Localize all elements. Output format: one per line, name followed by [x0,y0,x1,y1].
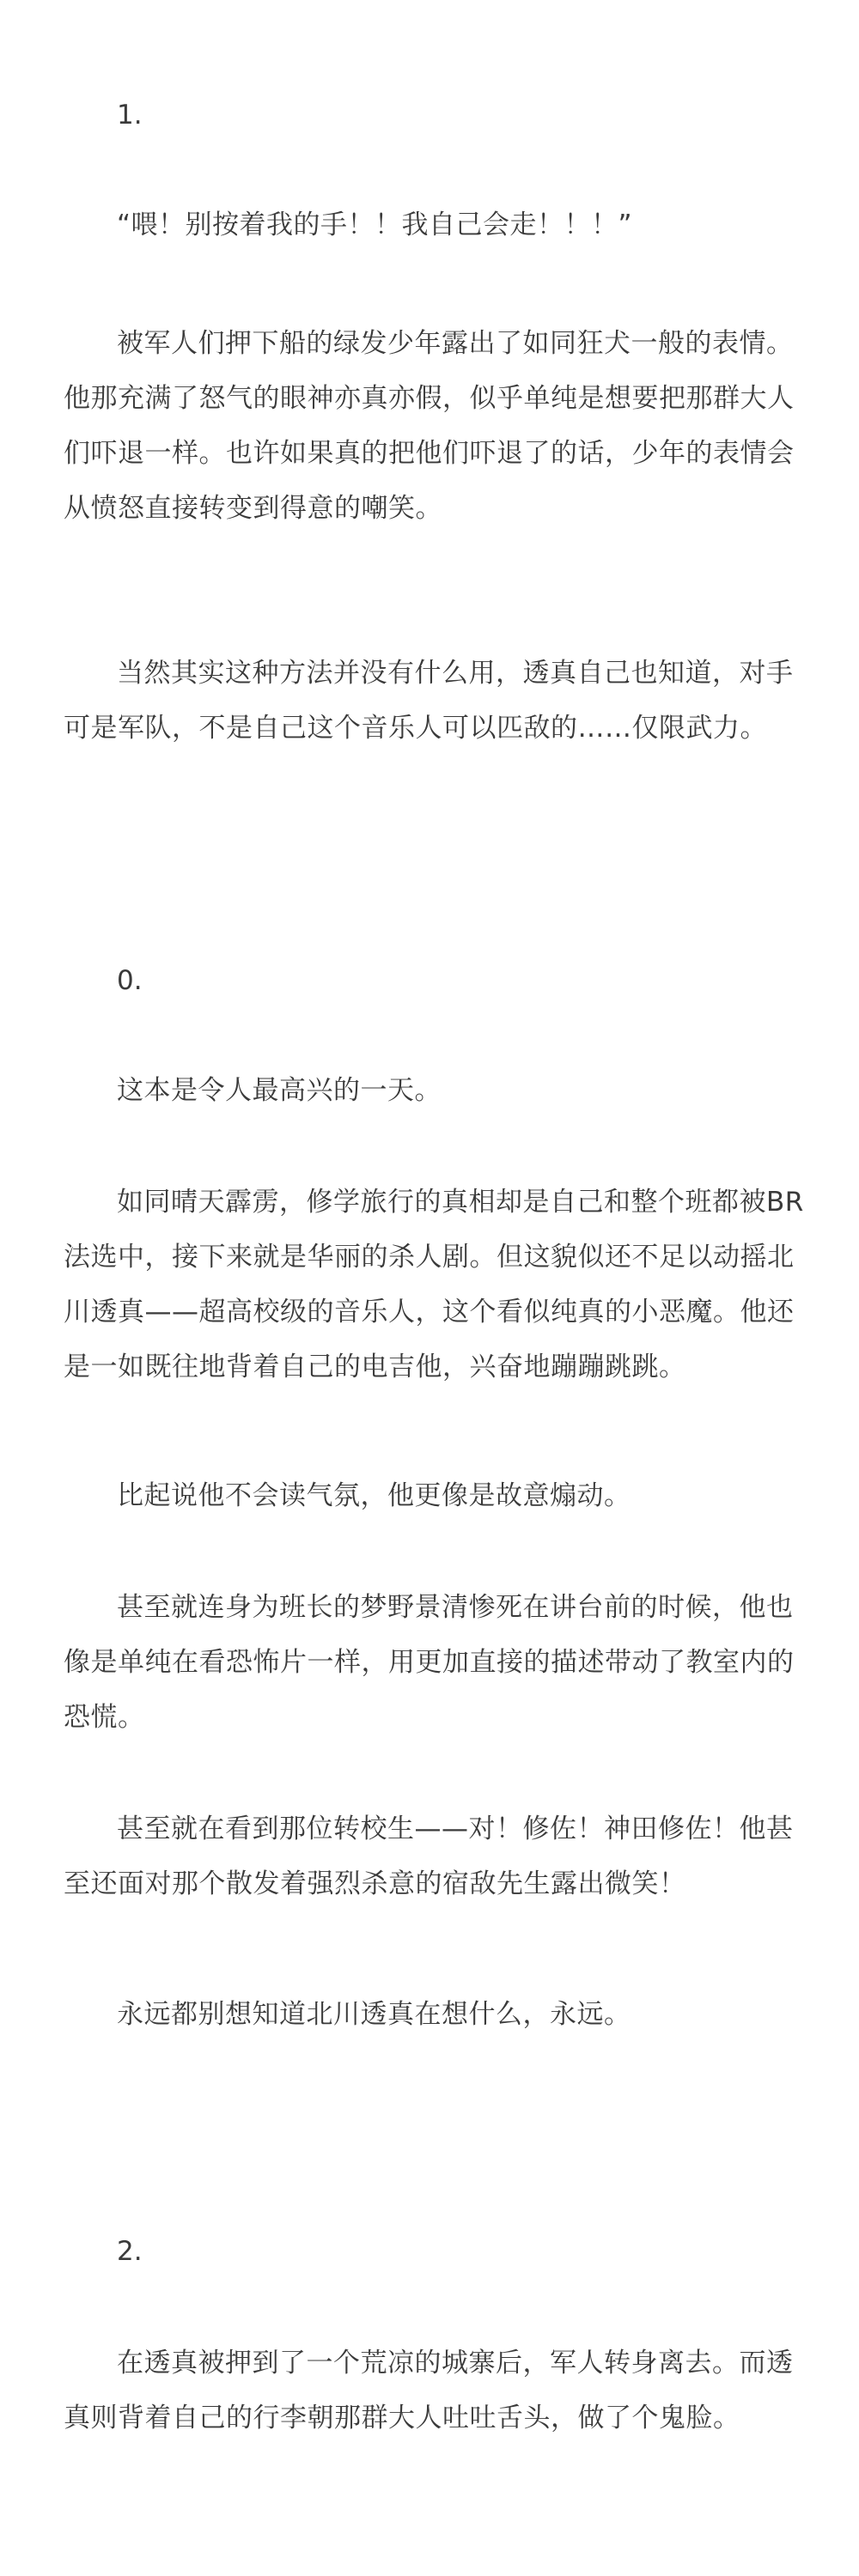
paragraph: 在透真被押到了一个荒凉的城寨后，军人转身离去。而透真则背着自己的行李朝那群大人吐吐舌头，做了个鬼脸。 [64,2348,794,2433]
paragraph: 如同晴天霹雳，修学旅行的真相却是自己和整个班都被BR法选中，接下来就是华丽的杀人剧。但这貌似还不足以动摇北川透真——超高校级的音乐人，这个看似纯真的小恶魔。他还是一如既往地背着自己的电吉他，兴奋地蹦蹦跳跳。 [64,1187,804,1382]
paragraph: 甚至就在看到那位转校生——对！修佐！神田修佐！他甚至还面对那个散发着强烈杀意的宿敌先生露出微笑！ [64,1814,794,1899]
section-number: 1. [117,100,143,131]
paragraph: 当然其实这种方法并没有什么用，透真自己也知道，对手可是军队，不是自己这个音乐人可以匹敌的……仅限武力。 [64,658,794,744]
section-number: 0. [117,965,143,996]
paragraph: 这本是令人最高兴的一天。 [117,1075,442,1106]
paragraph: “喂！别按着我的手！！我自己会走！！！” [117,210,633,240]
paragraph: 比起说他不会读气氛，他更像是故意煽动。 [117,1480,631,1511]
paragraph: 被军人们押下船的绿发少年露出了如同狂犬一般的表情。他那充满了怒气的眼神亦真亦假，似乎单纯是想要把那群大人们吓退一样。也许如果真的把他们吓退了的话，少年的表情会从愤怒直接转变到得意的嘲笑。 [64,328,795,524]
section-number: 2. [117,2236,143,2267]
paragraph: 永远都别想知道北川透真在想什么，永远。 [117,1999,631,2030]
paragraph: 甚至就连身为班长的梦野景清惨死在讲台前的时候，他也像是单纯在看恐怖片一样，用更加直接的描述带动了教室内的恐慌。 [64,1592,795,1733]
